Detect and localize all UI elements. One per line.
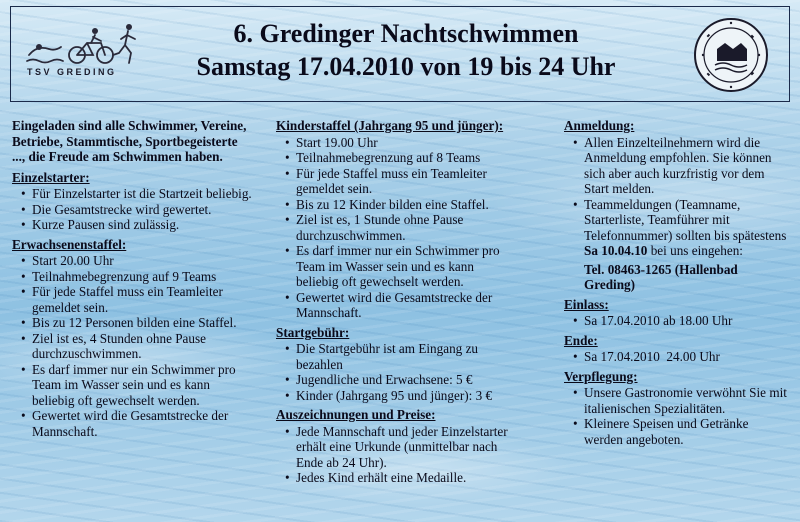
einlass-list <box>564 313 790 329</box>
verpflegung-list <box>564 385 790 447</box>
list-item: • Jede Mannschaft und jeder Einzelstarter erhält eine Urkunde (unmittelbar nach Ende ab 24 Uhr). <box>276 424 516 471</box>
title-line-1: 6. Gredinger Nachtschwimmen <box>233 19 579 48</box>
club-seal-icon <box>693 17 769 93</box>
list-item: • Bis zu 12 Kinder bilden eine Staffel. <box>276 197 516 213</box>
section-title-verpflegung: Verpflegung: <box>564 368 638 384</box>
section-title-einlass: Einlass: <box>564 296 609 312</box>
section-title-anmeldung: Anmeldung: <box>564 118 635 133</box>
team-registration-text: Teammeldungen (Teamname, Starterliste, Teamführer mit Telefonnummer) sollten bis spätestens <box>584 196 787 243</box>
contact-phone: Tel. 08463-1265 (Hallenbad Greding) <box>584 261 738 292</box>
list-item: • Die Startgebühr ist am Eingang zu bezahlen <box>276 341 516 372</box>
auszeichnungen-list <box>276 424 516 486</box>
list-item: • Jugendliche und Erwachsene: 5 € <box>276 372 516 388</box>
list-item: • Es darf immer nur ein Schwimmer pro Team im Wasser sein und es kann beliebig oft gewechselt werden. <box>12 362 252 409</box>
list-item <box>564 197 790 259</box>
tsv-logo <box>25 21 145 83</box>
list-item: • Gewertet wird die Gesamtstrecke der Mannschaft. <box>12 408 252 439</box>
column-left <box>12 118 252 442</box>
list-item: • Gewertet wird die Gesamtstrecke der Mannschaft. <box>276 290 516 321</box>
list-item: • Ziel ist es, 4 Stunden ohne Pause durchzuschwimmen. <box>12 331 252 362</box>
list-item: • Für jede Staffel muss ein Teamleiter gemeldet sein. <box>12 284 252 315</box>
intro-text: Eingeladen sind alle Schwimmer, Vereine, Betriebe, Stammtische, Sportbegeisterte ..., die Freude am Schwimmen haben. <box>12 118 247 164</box>
section-title-auszeichnungen: Auszeichnungen und Preise: <box>276 407 436 422</box>
list-item: • Sa 17.04.2010 24.00 Uhr <box>564 349 790 365</box>
section-title-kinderstaffel: Kinderstaffel (Jahrgang 95 und jünger): <box>276 118 504 133</box>
list-item: • Unsere Gastronomie verwöhnt Sie mit italienischen Spezialitäten. <box>564 385 790 416</box>
einzelstarter-list <box>12 186 252 233</box>
list-item: • Sa 17.04.2010 ab 18.00 Uhr <box>564 313 790 329</box>
list-item: • Start 19.00 Uhr <box>276 135 516 151</box>
list-item: • Kleinere Speisen und Getränke werden angeboten. <box>564 416 790 447</box>
ende-list <box>564 349 790 365</box>
list-item: • Kinder (Jahrgang 95 und jünger): 3 € <box>276 388 516 404</box>
anmeldung-list <box>564 135 790 259</box>
list-item: • Ziel ist es, 1 Stunde ohne Pause durchzuschwimmen. <box>276 212 516 243</box>
list-item: • Teilnahmebegrenzung auf 9 Teams <box>12 269 252 285</box>
startgebuehr-list <box>276 341 516 403</box>
page-title <box>171 17 641 83</box>
list-item: • Start 20.00 Uhr <box>12 253 252 269</box>
list-item: • Für jede Staffel muss ein Teamleiter gemeldet sein. <box>276 166 516 197</box>
triathlon-icon <box>25 21 145 67</box>
header-box <box>10 6 790 102</box>
list-item: • Die Gesamtstrecke wird gewertet. <box>12 202 252 218</box>
erwachsenenstaffel-list <box>12 253 252 439</box>
kinderstaffel-list <box>276 135 516 321</box>
team-registration-tail: bei uns eingehen: <box>647 243 743 258</box>
list-item: • Kurze Pausen sind zulässig. <box>12 217 252 233</box>
section-title-ende: Ende: <box>564 332 598 348</box>
deadline-date: Sa 10.04.10 <box>584 243 648 258</box>
logo-text: TSV GREDING <box>27 67 117 77</box>
title-line-2: Samstag 17.04.2010 von 19 bis 24 Uhr <box>196 52 616 81</box>
list-item: • Für Einzelstarter ist die Startzeit beliebig. <box>12 186 252 202</box>
section-title-erwachsenenstaffel: Erwachsenenstaffel: <box>12 236 127 252</box>
section-title-einzelstarter: Einzelstarter: <box>12 169 90 185</box>
section-title-startgebuehr: Startgebühr: <box>276 324 350 340</box>
column-middle <box>276 118 516 489</box>
list-item: • Allen Einzelteilnehmern wird die Anmeldung empfohlen. Sie können sich aber auch kurzfristig vor dem Start melden. <box>564 135 790 197</box>
column-right <box>564 118 790 450</box>
list-item: • Jedes Kind erhält eine Medaille. <box>276 470 516 486</box>
list-item: • Bis zu 12 Personen bilden eine Staffel. <box>12 315 252 331</box>
list-item: • Es darf immer nur ein Schwimmer pro Team im Wasser sein und es kann beliebig oft gewechselt werden. <box>276 243 516 290</box>
list-item: • Teilnahmebegrenzung auf 8 Teams <box>276 150 516 166</box>
